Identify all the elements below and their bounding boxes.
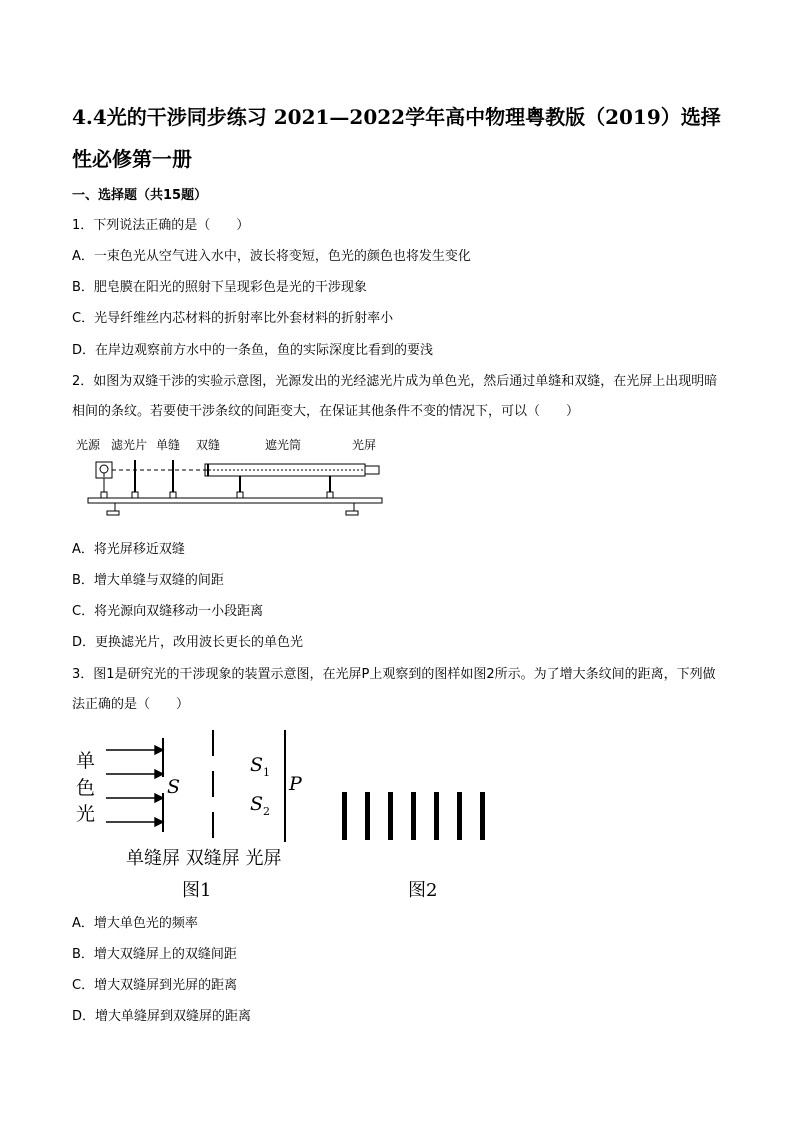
interference-setup-figure-1	[72, 728, 342, 904]
bright-fringe	[342, 792, 347, 840]
figure-2-caption: 图2	[408, 880, 438, 901]
question-2-option-b: B．增大单缝与双缝的间距	[72, 573, 224, 588]
question-2-stem: 2．如图为双缝干涉的实验示意图，光源发出的光经滤光片成为单色光，然后通过单缝和双缝，在光屏上出现明暗相间的条纹。若要使干涉条纹的间距变大，在保证其他条件不变的情况下，可以（ ）	[72, 374, 718, 419]
question-3-option-a: A．增大单色光的频率	[72, 916, 198, 931]
bench-foot-right	[346, 503, 358, 515]
figure-label-screen: 光屏	[352, 438, 377, 452]
question-1-option-a: A．一束色光从空气进入水中，波长将变短，色光的颜色也将发生变化	[72, 249, 471, 264]
figure-label-single-slit: 单缝	[156, 438, 181, 452]
bright-fringe	[411, 792, 416, 840]
light-label-char-1: 单	[76, 750, 96, 772]
figure-label-light-source: 光源	[76, 438, 101, 452]
fringe-pattern	[342, 792, 485, 840]
question-3-option-d: D．增大单缝屏到双缝屏的距离	[72, 1009, 252, 1024]
question-1-option-c: C．光导纤维丝内芯材料的折射率比外套材料的折射率小	[72, 311, 394, 326]
interference-pattern-figure-2	[338, 728, 508, 904]
bright-fringe	[434, 792, 439, 840]
bright-fringe	[480, 792, 485, 840]
question-2-option-c: C．将光源向双缝移动一小段距离	[72, 604, 264, 619]
question-2-option-a: A．将光屏移近双缝	[72, 542, 185, 557]
slit-s2-label: $S_2$	[250, 793, 271, 818]
slit-s1-label: $S_1$	[250, 754, 271, 779]
figure-1-screen-labels: 单缝屏 双缝屏 光屏	[126, 848, 282, 869]
optical-bench	[88, 498, 382, 503]
question-1-option-d: D．在岸边观察前方水中的一条鱼，鱼的实际深度比看到的要浅	[72, 343, 434, 358]
figure-label-double-slit: 双缝	[196, 438, 221, 452]
double-slit-apparatus-figure	[72, 432, 392, 524]
document-title: 4.4光的干涉同步练习 2021—2022学年高中物理粤教版（2019）选择性必修第一册	[72, 105, 721, 171]
figure-label-tube: 遮光筒	[265, 438, 302, 452]
question-1-stem: 1．下列说法正确的是（ ）	[72, 218, 250, 233]
bright-fringe	[388, 792, 393, 840]
bright-fringe	[457, 792, 462, 840]
slit-s-label: S	[167, 776, 181, 798]
question-3-stem: 3．图1是研究光的干涉现象的装置示意图，在光屏P上观察到的图样如图2所示。为了增大条纹间的距离，下列做法正确的是（ ）	[72, 667, 716, 712]
section-heading: 一、选择题（共15题）	[72, 188, 208, 203]
slit-s2-subscript: 2	[263, 805, 271, 818]
figure-1-caption: 图1	[182, 880, 212, 901]
screen-end	[365, 466, 379, 474]
screen-p-label: P	[289, 773, 302, 795]
slit-s1-subscript: 1	[263, 766, 271, 779]
bench-foot-left	[107, 503, 119, 515]
light-label-char-3: 光	[76, 803, 96, 825]
question-3-option-b: B．增大双缝屏上的双缝间距	[72, 947, 237, 962]
light-label-char-2: 色	[76, 777, 96, 799]
figure-label-filter: 滤光片	[111, 438, 148, 452]
question-1-option-b: B．肥皂膜在阳光的照射下呈现彩色是光的干涉现象	[72, 280, 367, 295]
question-2-option-d: D．更换滤光片，改用波长更长的单色光	[72, 635, 304, 650]
question-3-option-c: C．增大双缝屏到光屏的距离	[72, 978, 238, 993]
bright-fringe	[365, 792, 370, 840]
